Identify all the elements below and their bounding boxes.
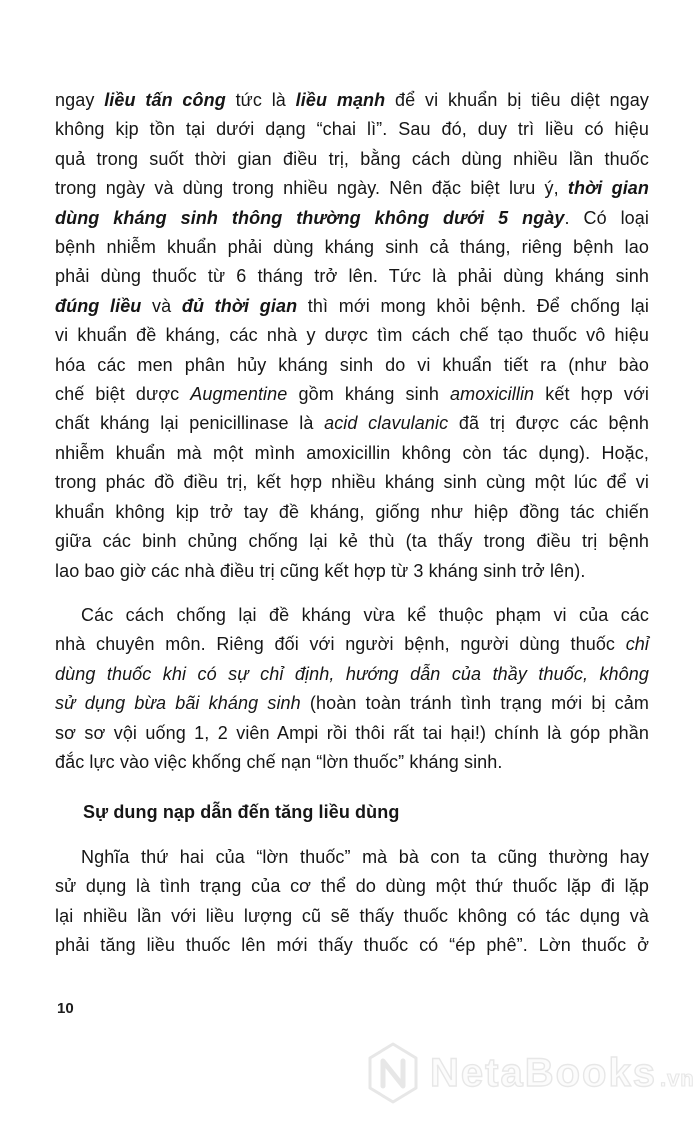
text-line: sử dụng là tình trạng của cơ thể do dùng một thứ thuốc lặp đi lặp	[55, 876, 649, 897]
text-line: dùng kháng sinh thông thường không dưới 5 ngày. Có loại	[55, 207, 649, 228]
text-line: ngay liều tấn công tức là liều mạnh để vi khuẩn bị tiêu diệt ngay	[55, 90, 649, 110]
text-line: vi khuẩn đề kháng, các nhà y dược tìm cách chế tạo thuốc vô hiệu	[55, 325, 649, 346]
text-line: nhà chuyên môn. Riêng đối với người bệnh, người dùng thuốc chỉ	[55, 634, 649, 655]
text-line: không kịp tồn tại dưới dạng “chai lì”. Sau đó, duy trì liều có hiệu	[55, 119, 649, 140]
text-line: quả trong suốt thời gian điều trị, bằng cách dùng nhiều lần thuốc	[55, 148, 649, 169]
netabooks-watermark	[366, 1042, 695, 1104]
text-line: đắc lực vào việc khống chế nạn “lờn thuốc” kháng sinh.	[55, 751, 503, 772]
paragraph	[55, 601, 649, 777]
text-line: nhiễm khuẩn mà một mình amoxicillin không còn tác dụng). Hoặc,	[55, 442, 649, 463]
watermark-brand: NetaBooks	[430, 1050, 657, 1095]
text-line: khuẩn không kịp trở tay đề kháng, giống như hiệp đồng tác chiến	[55, 501, 649, 522]
page-number: 10	[57, 1000, 74, 1017]
watermark-suffix: .vn	[659, 1065, 695, 1091]
text-line: Nghĩa thứ hai của “lờn thuốc” mà bà con ta cũng thường hay	[81, 846, 649, 867]
text-line: phải tăng liều thuốc lên mới thấy thuốc có “ép phê”. Lờn thuốc ở	[55, 934, 649, 955]
text-line: sử dụng bừa bãi kháng sinh (hoàn toàn tránh tình trạng mới bị cảm	[55, 693, 649, 714]
text-line: sơ sơ vội uống 1, 2 viên Ampi rồi thôi rất tai hại!) chính là góp phần	[55, 722, 649, 743]
text-line: chất kháng lại penicillinase là acid clavulanic đã trị được các bệnh	[55, 413, 649, 434]
text-line: trong phác đồ điều trị, kết hợp nhiều kháng sinh cùng một lúc để vi	[55, 472, 649, 493]
text-line: phải dùng thuốc từ 6 tháng trở lên. Tức là phải dùng kháng sinh	[55, 266, 649, 287]
text-line: giữa các binh chủng chống lại kẻ thù (ta thấy trong điều trị bệnh	[55, 531, 649, 552]
text-line: đúng liều và đủ thời gian thì mới mong khỏi bệnh. Để chống lại	[55, 295, 650, 316]
paragraph	[55, 86, 649, 586]
text-line: bệnh nhiễm khuẩn phải dùng kháng sinh cả tháng, riêng bệnh lao	[55, 237, 649, 258]
text-line: hóa các men phân hủy kháng sinh do vi khuẩn tiết ra (như bào	[55, 354, 649, 375]
text-line: Các cách chống lại đề kháng vừa kể thuộc phạm vi của các	[81, 604, 649, 625]
text-block	[55, 86, 649, 960]
text-line: dùng thuốc khi có sự chỉ định, hướng dẫn của thầy thuốc, không	[55, 663, 649, 684]
text-line: lao bao giờ các nhà điều trị cũng kết hợp từ 3 kháng sinh trở lên).	[55, 560, 586, 581]
paragraph	[55, 843, 649, 961]
text-line: trong ngày và dùng trong nhiều ngày. Nên đặc biệt lưu ý, thời gian	[55, 178, 649, 199]
watermark-text	[430, 1051, 695, 1096]
text-line: chế biệt dược Augmentine gồm kháng sinh amoxicillin kết hợp với	[55, 384, 650, 405]
netabooks-logo-icon	[366, 1042, 420, 1104]
text-line: lại nhiều lần với liều lượng cũ sẽ thấy thuốc không có tác dụng và	[55, 905, 649, 926]
section-heading: Sự dung nạp dẫn đến tăng liều dùng	[83, 802, 400, 823]
